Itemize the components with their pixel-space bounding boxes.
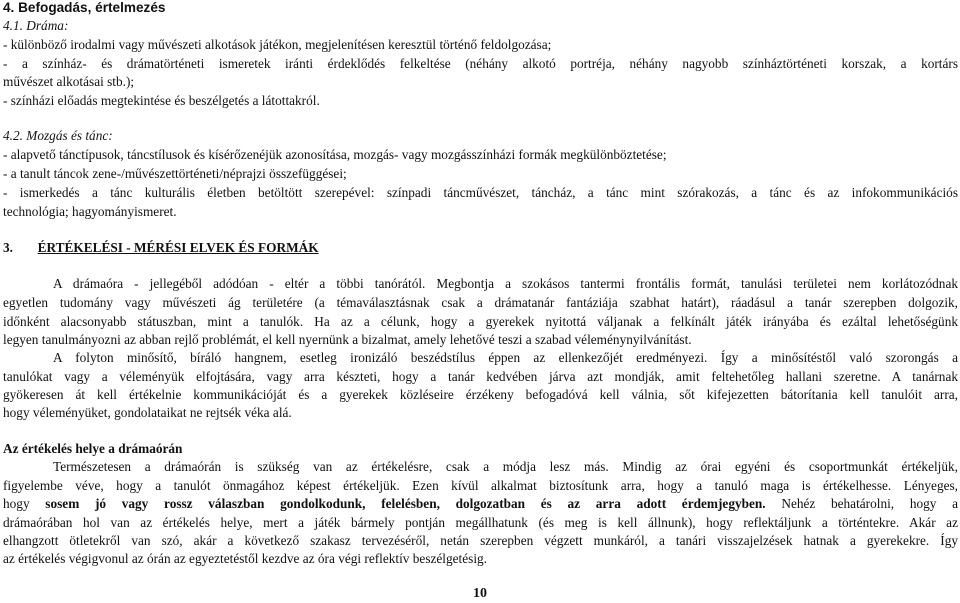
dance-line: technológia; hagyományismeret. <box>3 204 177 219</box>
paragraph-line: A drámaóra - jellegéből adódóan - eltér a többi tanórától. Megbontja a szokásos tantermi frontális formát, tanulási területei nem korlátozódnak <box>53 276 958 291</box>
section-number: 3. <box>3 240 13 255</box>
dance-title: 4.2. Mozgás és tánc: <box>3 128 113 143</box>
paragraph-line: elhangzott ötletekről van szó, akár a következő szakasz tervezéséről, netán szerepben végzett munkáról, a tanári visszajelzések hatnak a gyerekekre. Így <box>3 533 958 548</box>
text-run: Nehéz behatárolni, hogy a <box>765 496 959 511</box>
section3-heading <box>3 240 319 256</box>
paragraph-line: hogy véleményüket, gondolataikat ne rejtsék véka alá. <box>3 405 292 420</box>
paragraph-line: Természetesen a drámaórán is szükség van az értékelésre, csak a módja lesz más. Mindig az órai egyéni és csoportmunkát értékeljük, <box>53 459 958 474</box>
paragraph-line-mixed <box>3 496 958 512</box>
paragraph-line: egyetlen tudomány vagy művészeti ág területére (a témaválasztásnak csak a drámatanár fantáziája szabhat határt), ráadásul a tanár szerepben dolgozik, <box>3 295 958 310</box>
paragraph-line: az értékelés végigvonul az órán az egyeztetéstől kezdve az óra végi reflektív beszélgetésig. <box>3 551 487 566</box>
paragraph-line: drámaórában hol van az értékelés helye, mert a játék bármely pontján megállhatunk (és meg is kell állnunk), hogy reflektáljunk a történtekre. Akár az <box>3 515 958 530</box>
bold-text-run: sosem jó vagy rossz válaszban gondolkodunk, felelésben, dolgozatban és az arra adott érdemjegyben. <box>45 496 766 511</box>
paragraph-line: figyelembe véve, hogy a tanulót önmagához képest értékeljük. Ezen kívül alkalmat biztosítunk arra, hogy a tanuló maga is értékelhesse. Lényeges, <box>3 478 958 493</box>
drama-line: - különböző irodalmi vagy művészeti alkotások játékon, megjelenítésen keresztül történő feldolgozása; <box>3 37 552 52</box>
section-title: ÉRTÉKELÉSI - MÉRÉSI ELVEK ÉS FORMÁK <box>37 240 319 255</box>
text-run: hogy <box>3 496 46 511</box>
paragraph-line: időnként alacsonyabb státuszban, mint a tanulók. Ha az a célunk, hogy a gyerekek nyitottá váljanak a felkínált játék irányába és ezáltal lehetőségünk <box>3 314 958 329</box>
paragraph-line: legyen tanulmányozni az abban rejlő problémát, el kell nyernünk a bizalmat, amely lehetővé teszi a szabad véleménynyilvánítást. <box>3 332 692 347</box>
dance-line: - ismerkedés a tánc kulturális életben betöltött szerepével: színpadi táncművészet, táncház, a tánc mint szórakozás, a tánc és az infokommunikációs <box>3 185 958 200</box>
subsection-heading: Az értékelés helye a drámaórán <box>3 441 183 456</box>
paragraph-line: tanulókat vagy a véleményük elfojtására, vagy arra készteti, hogy a tanár kedvében járva azt mondják, amit feltehetőleg hallani szeretne. A tanárnak <box>3 369 958 384</box>
drama-line: művészet alkotásai stb.); <box>3 74 135 89</box>
section-heading: 4. Befogadás, értelmezés <box>3 0 166 15</box>
drama-title: 4.1. Dráma: <box>3 18 69 33</box>
dance-line: - alapvető tánctípusok, táncstílusok és kísérőzenéjük azonosítása, mozgás- vagy mozgásszínházi formák megkülönböztetése; <box>3 147 667 162</box>
drama-line: - színházi előadás megtekintése és beszélgetés a látottakról. <box>3 93 320 108</box>
page-number: 10 <box>473 586 487 601</box>
paragraph-line: A folyton minősítő, bíráló hangnem, esetleg ironizáló beszédstílus éppen az ellenkezőjét eredményezi. Így a minősítéstől való szorongás a <box>53 350 958 365</box>
drama-line: - a színház- és drámatörténeti ismeretek iránti érdeklődés felkeltése (néhány alkotó portréja, néhány nagyobb színháztörténeti korszak, a kortárs <box>3 56 958 71</box>
paragraph-line: gyökeresen át kell értékelnie kommunikációját és a gyerekek közléseire érzékeny befogadóvá kell válnia, sőt kifejezetten bátorítania kell tanulóit arra, <box>3 387 958 402</box>
dance-line: - a tanult táncok zene-/művészettörténeti/néprajzi összefüggései; <box>3 166 347 181</box>
